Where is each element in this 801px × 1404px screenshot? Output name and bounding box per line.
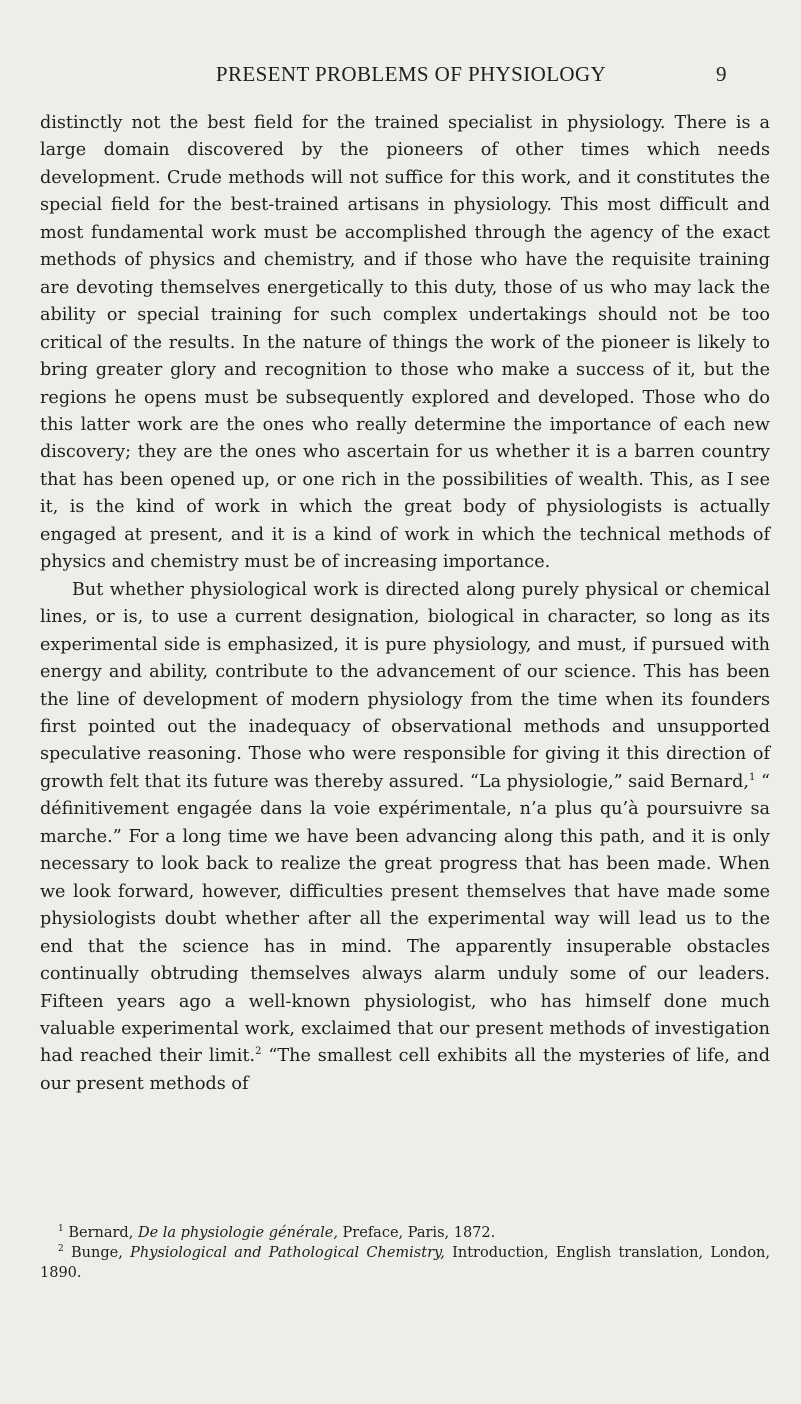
footnote-2-mark: 2	[58, 1244, 64, 1255]
body-text	[40, 110, 770, 1098]
footnote-1-title: De la physiologie générale,	[137, 1225, 338, 1241]
footnote-2-author: Bunge,	[71, 1245, 131, 1261]
footnote-1	[40, 1223, 770, 1243]
footnote-ref-2: 2	[255, 1046, 262, 1058]
running-head: PRESENT PROBLEMS OF PHYSIOLOGY	[215, 62, 607, 86]
paragraph-1: distinctly not the best field for the trained specialist in physiology. There is a large domain discovered by the pioneers of other times which needs development. Crude methods will not suffice for this work, and it constitutes the special field for the best-trained artisans in physiology. This most difficult and most fundamental work must be accomplished through the agency of the exact methods of physics and chemistry, and if those who have the requisite training are devoting themselves energetically to this duty, those of us who may lack the ability or special training for such complex undertakings should not be too critical of the results. In the nature of things the work of the pioneer is likely to bring greater glory and recognition to those who make a success of it, but the regions he opens must be subsequently explored and developed. Those who do this latter work are the ones who really determine the importance of each new discovery; they are the ones who ascertain for us whether it is a barren country that has been opened up, or one rich in the possibilities of wealth. This, as I see it, is the kind of work in which the great body of physiologists is actually engaged at present, and it is a kind of work in which the technical methods of physics and chemistry must be of increasing importance.	[40, 113, 770, 573]
footnote-1-rest: Preface, Paris, 1872.	[337, 1225, 496, 1241]
footnotes	[40, 1223, 770, 1283]
footnote-1-author: Bernard,	[68, 1225, 138, 1241]
footnote-2-title: Physiological and Pathological Chemistry,	[130, 1245, 445, 1261]
paragraph-2	[40, 577, 770, 1099]
page-header	[0, 62, 801, 92]
page-number: 9	[716, 62, 727, 86]
paragraph-2-part-c: “The smallest cell exhibits all the mysteries of life, and our present methods of	[40, 1046, 771, 1094]
footnote-2	[40, 1243, 770, 1283]
paragraph-2-part-b: “ définitivement engagée dans la voie expérimentale, n’a plus qu’à poursuivre sa marche.” For a long time we have been advancing along this path, and it is only necessary to look back to realize the great progress that has been made. When we look forward, however, difficulties present themselves that have made some physiologists doubt whether after all the experimental way will lead us to the end that the science has in mind. The apparently insuperable obstacles continually obtruding themselves always alarm unduly some of our leaders. Fifteen years ago a well-known physiologist, who has himself done much valuable experimental work, exclaimed that our present methods of investigation had reached their limit.	[40, 771, 771, 1067]
footnote-1-mark: 1	[58, 1224, 64, 1235]
footnote-2-rest: Introduction, English translation, London, 1890.	[40, 1245, 770, 1281]
footnote-ref-1: 1	[749, 772, 756, 784]
paragraph-2-part-a: But whether physiological work is directed along purely physical or chemical lines, or is, to use a current designation, biological in character, so long as its experimental side is emphasized, it is pure physiology, and must, if pursued with energy and ability, contribute to the advancement of our science. This has been the line of development of modern physiology from the time when its founders first pointed out the inadequacy of observational methods and unsupported speculative reasoning. Those who were responsible for giving it this direction of growth felt that its future was thereby assured. “La physiologie,” said Bernard,	[40, 579, 770, 792]
